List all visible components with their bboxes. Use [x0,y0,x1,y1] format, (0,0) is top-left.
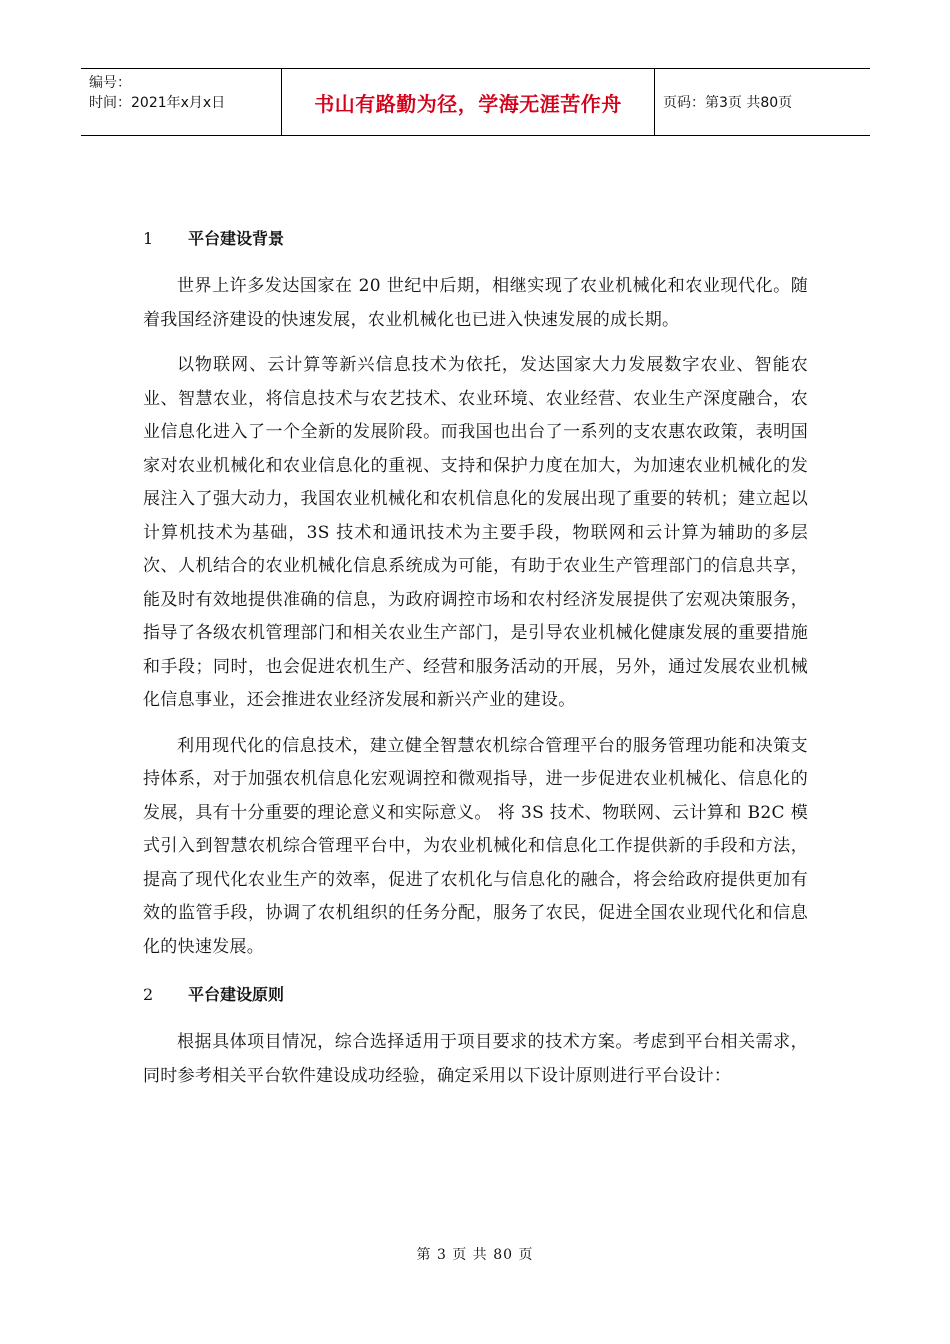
paragraph: 世界上许多发达国家在 20 世纪中后期，相继实现了农业机械化和农业现代化。随着我国经济建设的快速发展，农业机械化也已进入快速发展的成长期。 [143,276,808,330]
header-page-info: 页码：第3页 共80页 [663,95,793,111]
section-number: 2 [143,985,154,1004]
section-heading [143,222,808,256]
page-header [81,68,870,136]
document-body [143,222,808,1093]
header-meta [81,69,282,135]
paragraph: 根据具体项目情况，综合选择适用于项目要求的技术方案。考虑到平台相关需求，同时参考相关平台软件建设成功经验，确定采用以下设计原则进行平台设计： [143,1032,808,1086]
section-heading [143,978,808,1012]
document-number-label: 编号： [89,75,131,91]
header-motto: 书山有路勤为径，学海无涯苦作舟 [282,69,655,135]
document-time-label: 时间：2021年x月x日 [89,95,226,111]
section-number: 1 [143,229,154,248]
page-footer: 第 3 页 共 80 页 [416,1247,534,1263]
section-title: 平台建设原则 [188,985,285,1004]
section-title: 平台建设背景 [188,229,285,248]
paragraph: 以物联网、云计算等新兴信息技术为依托，发达国家大力发展数字农业、智能农业、智慧农业，将信息技术与农艺技术、农业环境、农业经营、农业生产深度融合，农业信息化进入了一个全新的发展阶段。而我国也出台了一系列的支农惠农政策，表明国家对农业机械化和农业信息化的重视、支持和保护力度在加大，为加速农业机械化的发展注入了强大动力，我国农业机械化和农机信息化的发展出现了重要的转机；建立起以计算机技术为基础，3S 技术和通讯技术为主要手段，物联网和云计算为辅助的多层次、人机结合的农业机械化信息系统成为可能，有助于农业生产管理部门的信息共享，能及时有效地提供准确的信息，为政府调控市场和农村经济发展提供了宏观决策服务，指导了各级农机管理部门和相关农业生产部门，是引导农业机械化健康发展的重要措施和手段；同时，也会促进农机生产、经营和服务活动的开展，另外，通过发展农业机械化信息事业，还会推进农业经济发展和新兴产业的建设。 [143,355,808,710]
paragraph: 利用现代化的信息技术，建立健全智慧农机综合管理平台的服务管理功能和决策支持体系，对于加强农机信息化宏观调控和微观指导，进一步促进农业机械化、信息化的发展，具有十分重要的理论意义和实际意义。 将 3S 技术、物联网、云计算和 B2C 模式引入到智慧农机综合管理平台中，为农业机械化和信息化工作提供新的手段和方法，提高了现代化农业生产的效率，促进了农机化与信息化的融合，将会给政府提供更加有效的监管手段，协调了农机组织的任务分配，服务了农民，促进全国农业现代化和信息化的快速发展。 [143,735,808,957]
